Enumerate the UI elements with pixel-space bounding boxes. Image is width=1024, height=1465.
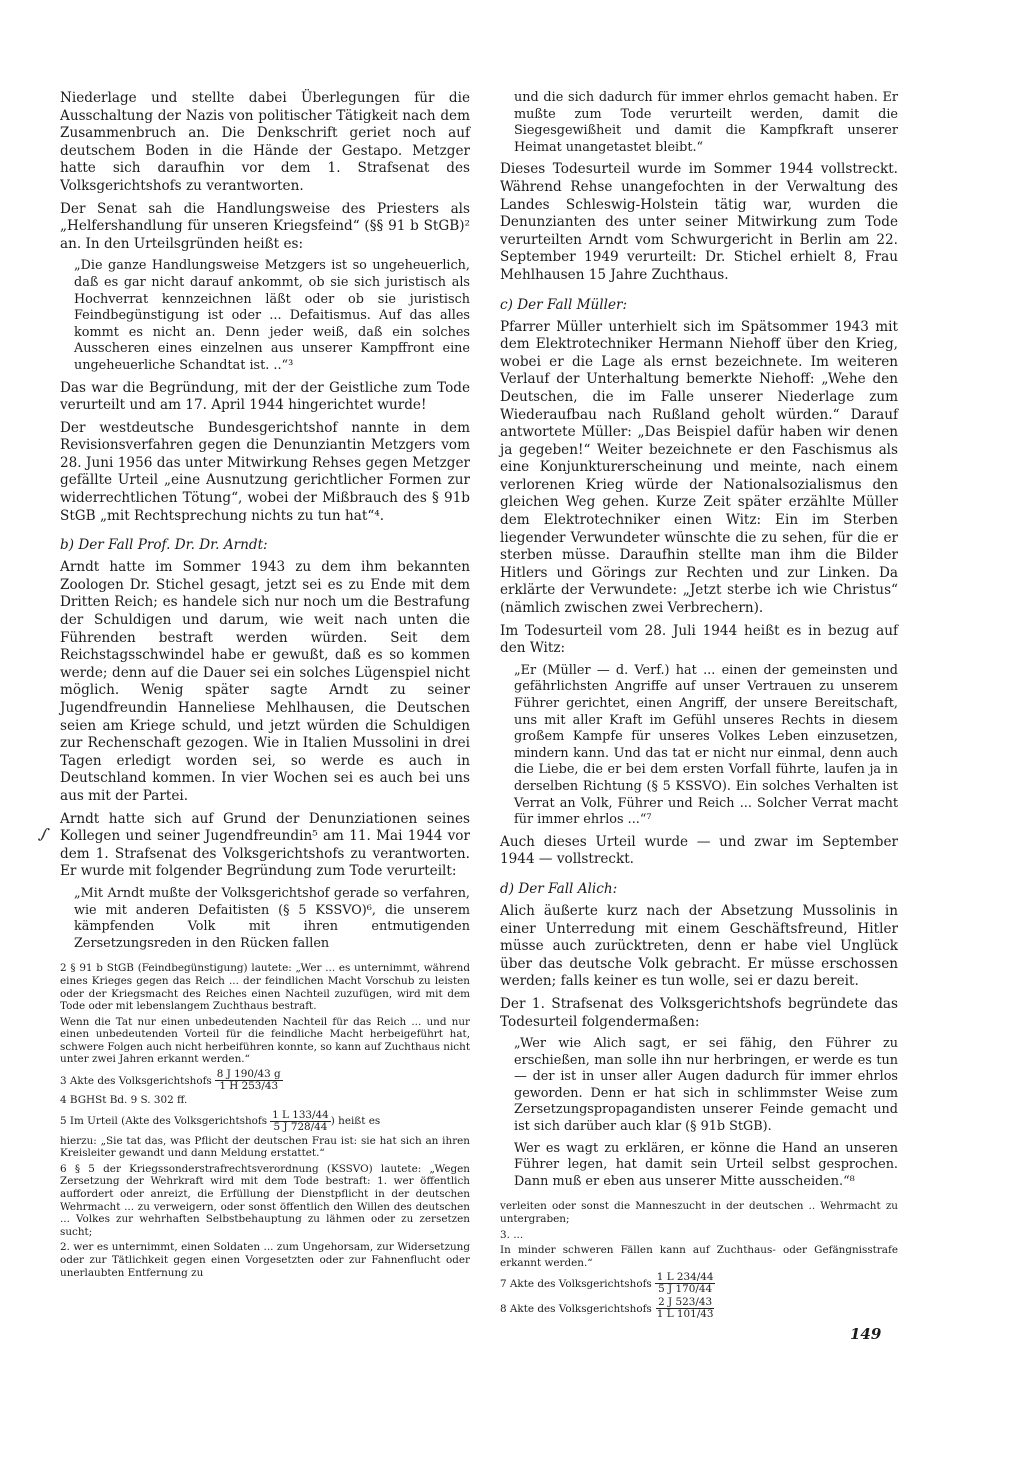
- paragraph: Im Todesurteil vom 28. Juli 1944 heißt es in bezug auf den Witz:: [500, 622, 898, 657]
- block-quote: „Wer wie Alich sagt, er sei fähig, den Führer zu erschießen, man solle ihn nur herbringen, er werde es tun — der ist in unser aller Augen dadurch für immer ehrlos geworden. Denn er hat sich in schlimmster Weise zum Zersetzungspropagandisten unserer Feinde gemacht und ist sich darüber auch klar (§ 91b StGB).: [514, 1036, 898, 1135]
- footnote-5-continued: hierzu: „Sie tat das, was Pflicht der deutschen Frau ist: sie hat sich an ihren Kreisleiter gewandt und dann Meldung erstattet.“: [60, 1134, 470, 1160]
- paragraph: Alich äußerte kurz nach der Absetzung Mussolinis in einer Unterredung mit einem Geschäftsfreund, Hitler müsse auch zurücktreten, denn er habe viel Unglück über das deutsche Volk gebracht. Er müsse erschossen werden; falls keiner es tun wolle, sei er dazu bereit.: [500, 902, 898, 990]
- block-quote: und die sich dadurch für immer ehrlos gemacht haben. Er mußte zum Tode verurteilt werden, damit die Siegesgewißheit und damit die Kampfkraft unserer Heimat unangetastet bleibt.“: [514, 90, 898, 155]
- paragraph: Niederlage und stellte dabei Überlegungen für die Ausschaltung der Nazis von politischer Tätigkeit nach dem Zusammenbruch an. Die Denkschrift geriet noch auf deutschem Boden in die Hände der Gestapo. Metzger hatte sich daraufhin vor dem 1. Strafsenat des Volksgerichtshofs zu verantworten.: [60, 90, 470, 194]
- block-quote: „Er (Müller — d. Verf.) hat ... einen der gemeinsten und gefährlichsten Angriffe auf unser Vertrauen zu unserem Führer gerichtet, einen Angriff, der unsere Bereitschaft, uns mit aller Kraft im Gefühl unseres Rechts in diesem großem Kampfe für unseres Volkes Leben einzusetzen, mindern kann. Und das tat er nicht nur einmal, denn auch die Liebe, die er bei dem ersten Vorfall führte, laufen ja in derselben Richtung (§ 5 KSSVO). Ein solches Verhalten ist Verrat an Volk, Führer und Reich ... Solcher Verrat macht für immer ehrlos ...“⁷: [514, 662, 898, 828]
- block-quote: „Die ganze Handlungsweise Metzgers ist so ungeheuerlich, daß es gar nicht darauf ankommt, ob sie sich juristisch als Hochverrat kennzeichnen läßt oder ob sie juristisch Feindbegünstigung ist oder ... Defaitismus. Auf das alles kommt es nicht an. Denn jeder weiß, daß ein solches Ausscheren eines einzelnen aus unserer Kampffront eine ungeheuerliche Schandtat ist. ..“³: [74, 258, 470, 373]
- paragraph: Der 1. Strafsenat des Volksgerichtshofs begründete das Todesurteil folgendermaßen:: [500, 995, 898, 1030]
- pencil-margin-mark: ∫: [37, 823, 52, 844]
- footnote-2: 2 § 91 b StGB (Feindbegünstigung) lautete: „Wer ... es unternimmt, während eines Krieges gegen das Reich ... der feindlichen Macht Vorschub zu leisten oder der Kriegsmacht des Reiches einen Nachteil zuzufügen, wird mit dem Tode oder mit lebenslangem Zuchthaus bestraft.: [60, 962, 470, 1013]
- footnote-6-end: verleiten oder sonst die Manneszucht in der deutschen .. Wehrmacht zu untergraben;: [500, 1200, 898, 1226]
- file-ref-numerator: 1 L 133/44: [272, 1108, 329, 1121]
- footnote-5: [60, 1110, 470, 1133]
- file-reference: [655, 1297, 716, 1320]
- section-heading: d) Der Fall Alich:: [500, 880, 618, 897]
- paragraph: Pfarrer Müller unterhielt sich im Spätsommer 1943 mit dem Elektrotechniker Hermann Niehoff über den Krieg, wobei er die Lage als ernst bezeichnete. Im weiteren Verlauf der Unterhaltung bemerkte Niehoff: „Wehe den Deutschen, die im Falle unserer Niederlage zum Wiederaufbau nach Rußland geholt würden.“ Darauf antwortete Müller: „Das Beispiel dafür haben wir denen ja gegeben!“ Weiter bezeichnete er den Faschismus als eine Konjunkturerscheinung und meinte, nach einem verlorenen Krieg würde der Nationalsozialismus den gleichen Weg gehen. Kurze Zeit später erzählte Müller dem Elektrotechniker einen Witz: Ein im Sterben liegender Verwundeter wünschte die zu sehen, für die er sterben müsse. Daraufhin stellte man ihm die Bilder Hitlers und Görings zur Rechten und zur Linken. Da erklärte der Verwundete: „Jetzt sterbe ich wie Christus“ (nämlich zwischen zwei Verbrechern).: [500, 318, 898, 617]
- paragraph: Der Senat sah die Handlungsweise des Priesters als „Helfershandlung für unseren Kriegsfeind“ (§§ 91 b StGB)² an. In den Urteilsgründen heißt es:: [60, 200, 470, 252]
- file-ref-numerator: 8 J 190/43 g: [216, 1068, 281, 1081]
- footnote-7-text: 7 Akte des Volksgerichtshofs: [500, 1277, 652, 1290]
- footnote-4: 4 BGHSt Bd. 9 S. 302 ff.: [60, 1094, 188, 1107]
- paragraph: Auch dieses Urteil wurde — und zwar im September 1944 — vollstreckt.: [500, 833, 898, 868]
- file-reference: [655, 1272, 716, 1295]
- paragraph: Arndt hatte sich auf Grund der Denunziationen seines Kollegen und seiner Jugendfreundin⁵ am 11. Mai 1944 vor dem 1. Strafsenat des Volksgerichtshofs zu verantworten. Er wurde mit folgender Begründung zum Tode verurteilt:: [60, 810, 470, 880]
- left-column: [60, 90, 470, 1282]
- file-ref-numerator: 1 L 234/44: [656, 1271, 714, 1284]
- footnote-6-continued: 2. wer es unternimmt, einen Soldaten ... zum Ungehorsam, zur Widersetzung oder zur Tätlichkeit gegen einen Vorgesetzten oder zur Fahnenflucht oder unerlaubten Entfernung zu: [60, 1241, 470, 1279]
- paragraph: Arndt hatte im Sommer 1943 zu dem ihm bekannten Zoologen Dr. Stichel gesagt, jetzt sei es zu Ende mit dem Dritten Reich; es handele sich nur noch um die Bestrafung der Schuldigen und darum, wie weit nach unten die Führenden bestraft werden würden. Seit dem Reichstagsschwindel habe er gewußt, daß es so kommen werde; denn auf die Dauer sei ein solches Lügenspiel nicht möglich. Wenig später sagte Arndt zu seiner Jugendfreundin Hanneliese Mehlhausen, die Deutschen seien am Kriege schuld, und jetzt würden die Schuldigen zur Rechenschaft gezogen. Wie in Italien Mussolini in drei Tagen erledigt worden sei, so werde es auch in Deutschland kommen. In vier Wochen sei es auch bei uns aus mit der Partei.: [60, 559, 470, 804]
- footnote-6-item-3: 3. ...: [500, 1228, 524, 1241]
- section-heading: b) Der Fall Prof. Dr. Dr. Arndt:: [60, 537, 268, 554]
- footnote-3: [60, 1069, 470, 1092]
- right-column: [500, 90, 898, 1322]
- footnote-3-text: 3 Akte des Volksgerichtshofs: [60, 1074, 212, 1087]
- file-ref-denominator: 5 J 170/44: [658, 1283, 713, 1296]
- paragraph: Dieses Todesurteil wurde im Sommer 1944 vollstreckt. Während Rehse unangefochten in der Verwaltung des Landes Schleswig-Holstein tätig war, wurden die Denunzianten des unter seiner Mitwirkung zum Tode verurteilten Arndt vom Schwurgericht in Berlin am 22. September 1949 verurteilt: Dr. Stichel erhielt 8, Frau Mehlhausen 15 Jahre Zuchthaus.: [500, 161, 898, 283]
- footnote-6: 6 § 5 der Kriegssonderstrafrechtsverordnung (KSSVO) lautete: „Wegen Zersetzung der Wehrkraft wird mit dem Tode bestraft: 1. wer öffentlich auffordert oder anreizt, die Erfüllung der Dienstpflicht in der deutschen Wehrmacht ... zu verweigern, oder sonst öffentlich den Willen des deutschen ... Volkes zur wehrhaften Selbstbehauptung zu lähmen oder zu zersetzen sucht;: [60, 1162, 470, 1238]
- file-ref-denominator: 5 J 728/44: [273, 1120, 328, 1133]
- file-ref-numerator: 2 J 523/43: [658, 1296, 713, 1309]
- file-reference: [215, 1069, 283, 1092]
- block-quote: Wer es wagt zu erklären, er könne die Hand an unseren Führer legen, hat damit sein Urteil selbst gesprochen. Dann muß er eben aus unserer Mitte ausscheiden.“⁸: [514, 1140, 898, 1189]
- block-quote: „Mit Arndt mußte der Volksgerichtshof gerade so verfahren, wie mit anderen Defaitisten (§ 5 KSSVO)⁶, die unserem kämpfenden Volk mit ihren entmutigenden Zersetzungsreden in den Rücken fallen: [74, 885, 470, 951]
- footnote-7: [500, 1272, 898, 1295]
- paragraph: Der westdeutsche Bundesgerichtshof nannte in dem Revisionsverfahren gegen die Denunziantin Metzgers vom 28. Juni 1956 das unter Mitwirkung Rehses gegen Metzger gefällte Urteil „eine Ausnutzung gerichtlicher Formen zur widerrechtlichen Tötung“, wobei der Mißbrauch des § 91b StGB „mit Rechtsprechung nichts zu tun hat“⁴.: [60, 419, 470, 524]
- footnote-2-continued: Wenn die Tat nur einen unbedeutenden Nachteil für das Reich ... und nur einen unbedeutenden Vorteil für die feindliche Macht herbeigeführt hat, schwere Folgen auch nicht herbeiführen konnte, so kann auf Zuchthaus nicht unter zwei Jahren erkannt werden.“: [60, 1015, 470, 1066]
- section-heading: c) Der Fall Müller:: [500, 296, 628, 313]
- paragraph: Das war die Begründung, mit der der Geistliche zum Tode verurteilt und am 17. April 1944 hingerichtet wurde!: [60, 379, 470, 414]
- footnote-6-closing: In minder schweren Fällen kann auf Zuchthaus- oder Gefängnisstrafe erkannt werden.“: [500, 1244, 898, 1269]
- footnote-5-text: 5 Im Urteil (Akte des Volksgerichtshofs: [60, 1115, 268, 1128]
- footnote-8: [500, 1297, 898, 1320]
- footnote-5-text-end: ) heißt es: [330, 1115, 381, 1128]
- file-ref-denominator: 1 H 253/43: [219, 1080, 279, 1093]
- page-number: 149: [850, 1325, 882, 1343]
- file-reference: [270, 1110, 331, 1133]
- file-ref-denominator: 1 L 101/43: [656, 1308, 714, 1321]
- footnote-8-text: 8 Akte des Volksgerichtshofs: [500, 1302, 652, 1315]
